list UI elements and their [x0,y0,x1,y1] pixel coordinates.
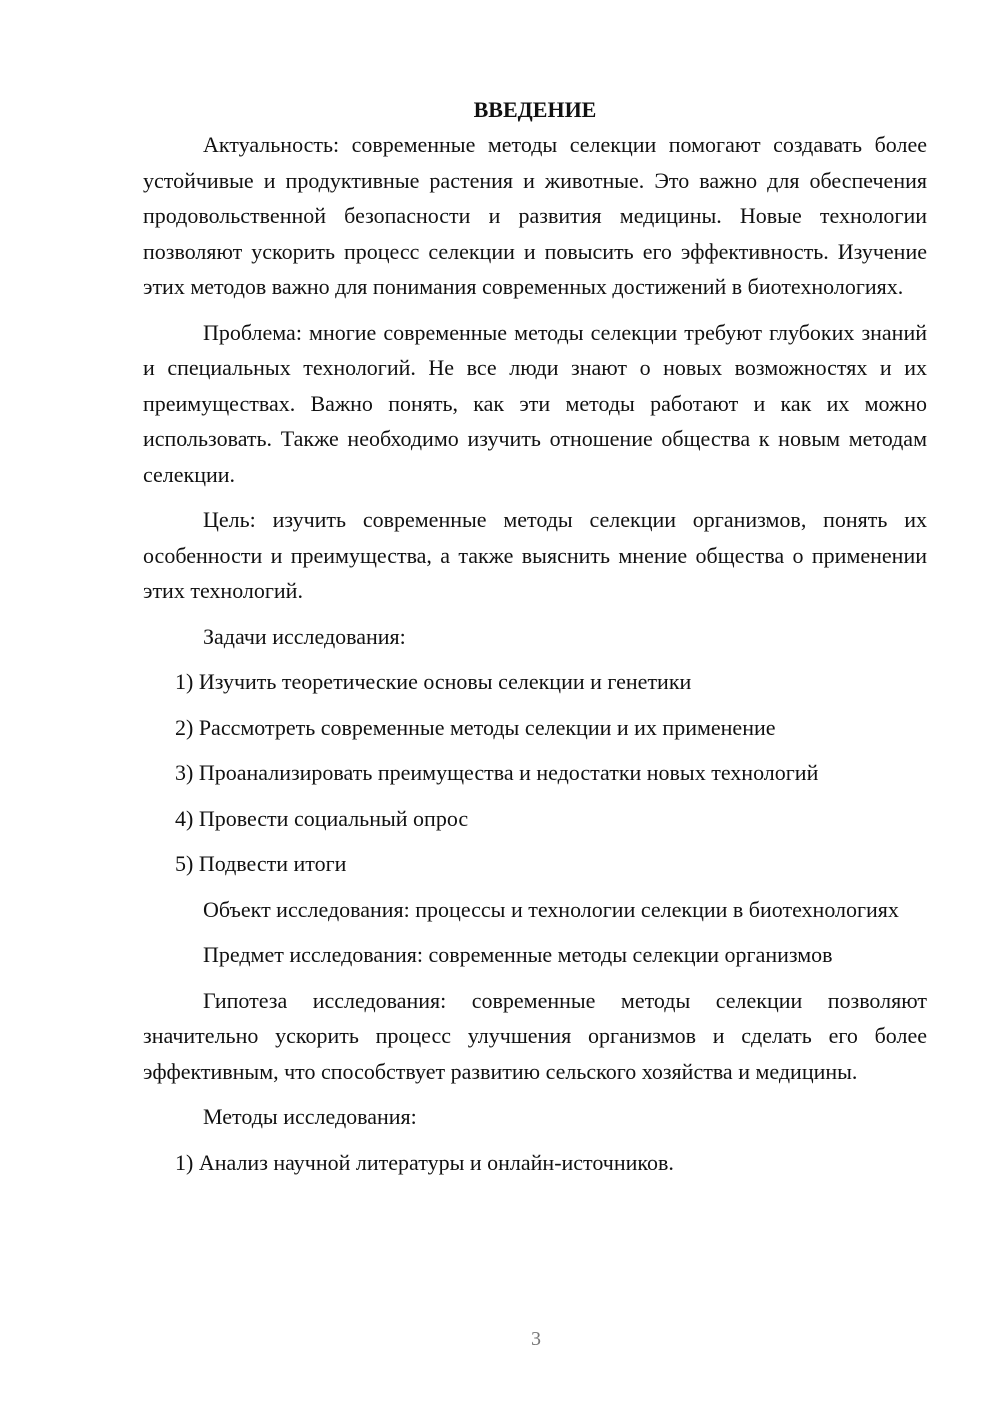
list-item: 4) Провести социальный опрос [175,805,469,831]
paragraph-problem: Проблема: многие современные методы селекции требуют глубоких знаний и специальных технологий. Не все люди знают о новых возможностях и их преимуществах. Важно понять, как эти методы работают и как их можно использовать. Также необходимо изучить отношение общества к новым методам селекции. [143,319,927,487]
document-page [143,92,927,1190]
paragraph-relevance: Актуальность: современные методы селекции помогают создавать более устойчивые и продуктивные растения и животные. Это важно для обеспечения продовольственной безопасности и развития медицины. Новые технологии позволяют ускорить процесс селекции и повысить его эффективность. Изучение этих методов важно для понимания современных достижений в биотехнологиях. [143,132,927,299]
paragraph-subject: Предмет исследования: современные методы селекции организмов [203,942,833,967]
page-title: ВВЕДЕНИЕ [473,97,597,122]
list-item: 1) Анализ научной литературы и онлайн-источников. [175,1149,674,1175]
paragraph-goal: Цель: изучить современные методы селекции организмов, понять их особенности и преимущества, а также выяснить мнение общества о применении этих технологий. [143,507,927,603]
list-item: 3) Проанализировать преимущества и недостатки новых технологий [175,760,819,785]
methods-heading: Методы исследования: [203,1104,417,1129]
list-item: 1) Изучить теоретические основы селекции и генетики [175,669,692,694]
methods-list [143,1145,927,1181]
tasks-heading: Задачи исследования: [203,623,406,649]
paragraph-object: Объект исследования: процессы и технологии селекции в биотехнологиях [203,896,899,922]
paragraph-hypothesis: Гипотеза исследования: современные методы селекции позволяют значительно ускорить процесс улучшения организмов и сделать его более эффективным, что способствует развитию сельского хозяйства и медицины. [143,987,927,1084]
page-number: 3 [531,1328,541,1350]
tasks-list [143,664,927,882]
list-item: 5) Подвести итоги [175,851,347,876]
list-item: 2) Рассмотреть современные методы селекции и их применение [175,714,776,740]
